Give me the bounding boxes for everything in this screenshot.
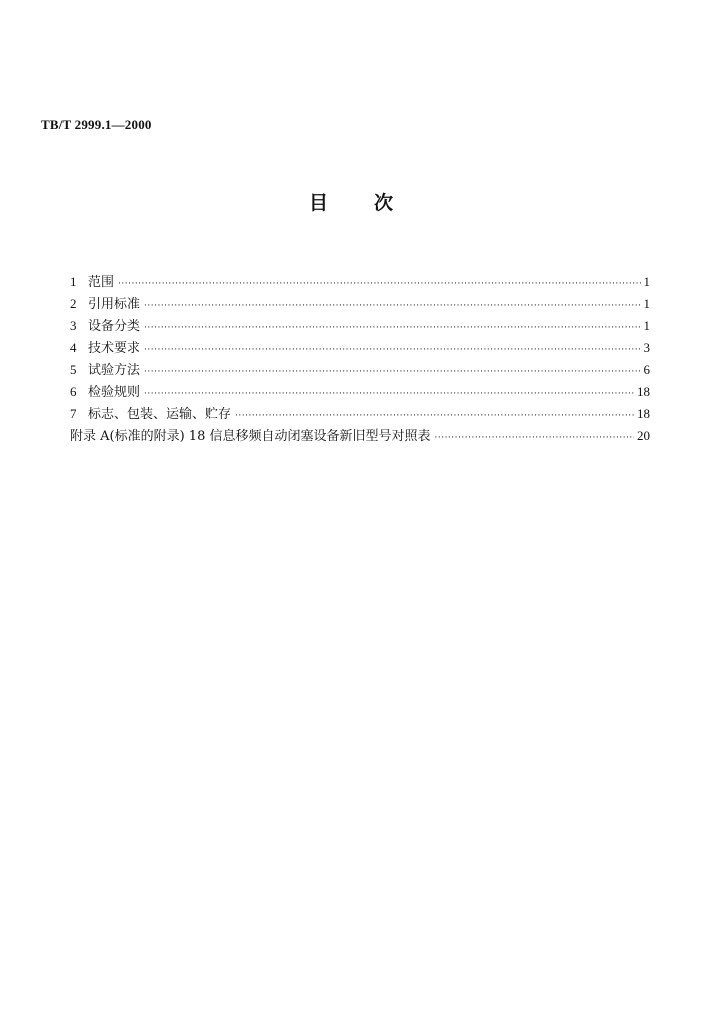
toc-entry-7[interactable] xyxy=(70,403,650,425)
toc-entry-page: 20 xyxy=(637,428,650,443)
toc-entry-label: 引用标准 xyxy=(88,297,141,312)
page-title xyxy=(0,188,702,215)
title-char-1: 目 xyxy=(308,192,328,214)
toc-entry-number: 7 xyxy=(70,406,77,421)
dot-leader xyxy=(144,361,640,383)
toc-entry-label: 设备分类 xyxy=(88,319,141,334)
toc-entry-2[interactable] xyxy=(70,293,650,315)
standard-number: TB/T 2999.1—2000 xyxy=(41,117,152,132)
toc-entry-label: 检验规则 xyxy=(88,385,141,400)
toc-entry-page: 1 xyxy=(643,274,650,289)
toc-entry-number: 3 xyxy=(70,318,77,333)
toc-entry-page: 6 xyxy=(643,362,650,377)
toc-entry-label: 范围 xyxy=(88,275,115,290)
toc-entry-label: 标志、包装、运输、贮存 xyxy=(88,407,232,422)
title-char-2: 次 xyxy=(374,192,394,214)
toc-entry-page: 1 xyxy=(643,318,650,333)
toc-entry-4[interactable] xyxy=(70,337,650,359)
toc-entry-label: 附录 A(标准的附录) 18 信息移频自动闭塞设备新旧型号对照表 xyxy=(70,429,431,444)
toc-entry-label: 试验方法 xyxy=(88,363,141,378)
dot-leader xyxy=(235,405,634,427)
toc-entry-number: 6 xyxy=(70,384,77,399)
toc-entry-5[interactable] xyxy=(70,359,650,381)
toc-entry-number: 5 xyxy=(70,362,77,377)
toc-entry-page: 18 xyxy=(637,406,650,421)
toc-entry-number: 2 xyxy=(70,296,77,311)
toc-entry-label: 技术要求 xyxy=(88,341,141,356)
toc-entry-page: 3 xyxy=(643,340,650,355)
dot-leader xyxy=(144,383,634,405)
toc-entry-page: 18 xyxy=(637,384,650,399)
dot-leader xyxy=(118,273,640,295)
toc-entry-page: 1 xyxy=(643,296,650,311)
toc-entry-number: 1 xyxy=(70,274,77,289)
toc-entry-6[interactable] xyxy=(70,381,650,403)
dot-leader xyxy=(144,317,640,339)
dot-leader xyxy=(144,339,640,361)
toc-entry-1[interactable] xyxy=(70,271,650,293)
table-of-contents xyxy=(70,271,650,447)
toc-entry-3[interactable] xyxy=(70,315,650,337)
dot-leader xyxy=(434,427,634,449)
toc-entry-number: 4 xyxy=(70,340,77,355)
toc-entry-appendix-a[interactable] xyxy=(70,425,650,447)
dot-leader xyxy=(144,295,640,317)
